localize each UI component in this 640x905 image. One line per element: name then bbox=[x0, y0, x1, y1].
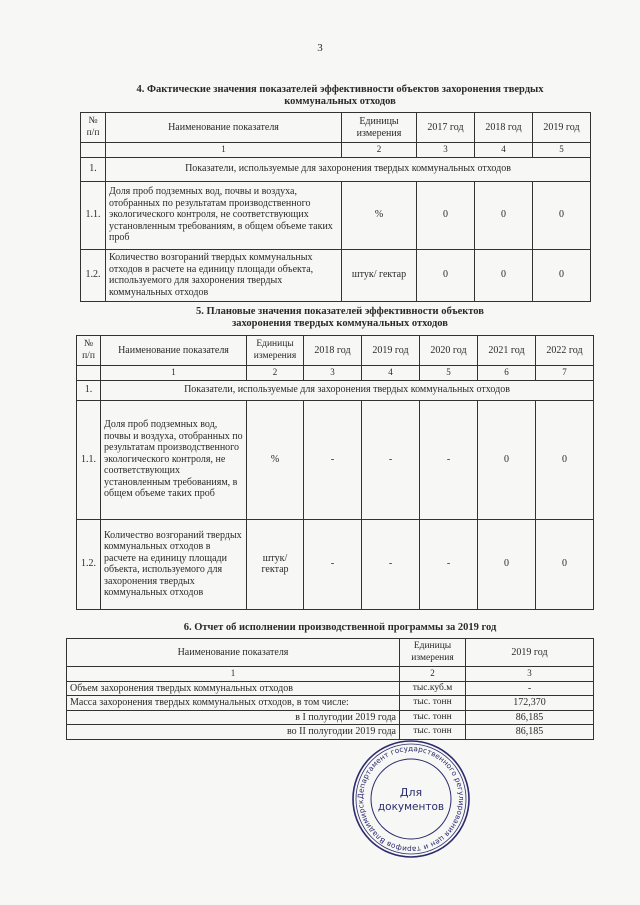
col-unit-header: Единицы измерения bbox=[342, 113, 417, 143]
col-number: 6 bbox=[478, 366, 536, 381]
col-unit-header: Единицы измерения bbox=[400, 639, 466, 667]
col-unit-header: Единицы измерения bbox=[247, 336, 304, 366]
col-number: 1 bbox=[101, 366, 247, 381]
col-number: 1 bbox=[106, 143, 342, 158]
value-cell: 172,370 bbox=[466, 696, 594, 711]
col-number: 3 bbox=[417, 143, 475, 158]
table-row bbox=[67, 696, 594, 711]
value-cell: 0 bbox=[417, 181, 475, 249]
unit-cell: % bbox=[247, 400, 304, 519]
value-cell: 86,185 bbox=[466, 710, 594, 725]
section6-colnum-row bbox=[67, 667, 594, 682]
row-number: 1.1. bbox=[81, 181, 106, 249]
value-cell: 0 bbox=[536, 400, 594, 519]
col-number: 4 bbox=[475, 143, 533, 158]
value-cell: 86,185 bbox=[466, 725, 594, 740]
stamp-seal-icon bbox=[350, 738, 472, 860]
value-cell: - bbox=[420, 400, 478, 519]
section4-group-row bbox=[81, 157, 591, 181]
col-year-header: 2019 год bbox=[466, 639, 594, 667]
unit-cell: % bbox=[342, 181, 417, 249]
group-number: 1. bbox=[77, 380, 101, 400]
section4-title bbox=[70, 84, 610, 108]
page-number: 3 bbox=[317, 42, 323, 54]
value-cell: - bbox=[420, 519, 478, 609]
section5-group-row bbox=[77, 380, 594, 400]
unit-cell: штук/ гектар bbox=[247, 519, 304, 609]
stamp-center-line2: документов bbox=[377, 801, 445, 813]
col-name-header: Наименование показателя bbox=[67, 639, 400, 667]
section4-colnum-row bbox=[81, 143, 591, 158]
col-num-header: № п/п bbox=[77, 336, 101, 366]
unit-cell: тыс. тонн bbox=[400, 696, 466, 711]
col-name-header: Наименование показателя bbox=[101, 336, 247, 366]
section5-title bbox=[70, 306, 610, 330]
section5-title-line2: захоронения твердых коммунальных отходов bbox=[232, 318, 448, 329]
value-cell: - bbox=[304, 400, 362, 519]
row-number: 1.2. bbox=[81, 249, 106, 301]
table-row bbox=[77, 400, 594, 519]
row-number: 1.1. bbox=[77, 400, 101, 519]
table-row bbox=[81, 249, 591, 301]
section4-header-row bbox=[81, 113, 591, 143]
col-number: 5 bbox=[420, 366, 478, 381]
table-row bbox=[81, 181, 591, 249]
col-year-header: 2021 год bbox=[478, 336, 536, 366]
section4-title-line1: 4. Фактические значения показателей эффективности объектов захоронения твердых bbox=[136, 84, 544, 95]
table-row bbox=[67, 681, 594, 696]
section6-table bbox=[66, 638, 594, 740]
col-number: 3 bbox=[466, 667, 594, 682]
value-cell: 0 bbox=[475, 249, 533, 301]
unit-cell: штук/ гектар bbox=[342, 249, 417, 301]
report-indicator-name: Масса захоронения твердых коммунальных отходов, в том числе: bbox=[67, 696, 400, 711]
group-label: Показатели, используемые для захоронения твердых коммунальных отходов bbox=[101, 380, 594, 400]
section4-title-line2: коммунальных отходов bbox=[284, 96, 396, 107]
value-cell: 0 bbox=[417, 249, 475, 301]
col-number: 2 bbox=[400, 667, 466, 682]
group-number: 1. bbox=[81, 157, 106, 181]
col-year-header: 2017 год bbox=[417, 113, 475, 143]
col-year-header: 2019 год bbox=[362, 336, 420, 366]
section6-title: 6. Отчет об исполнении производственной программы за 2019 год bbox=[183, 622, 497, 633]
report-indicator-name: во II полугодии 2019 года bbox=[67, 725, 400, 740]
col-number: 5 bbox=[533, 143, 591, 158]
col-name-header: Наименование показателя bbox=[106, 113, 342, 143]
section5-table bbox=[76, 335, 594, 610]
section5-colnum-row bbox=[77, 366, 594, 381]
unit-cell: тыс. тонн bbox=[400, 725, 466, 740]
value-cell: 0 bbox=[478, 519, 536, 609]
value-cell: 0 bbox=[536, 519, 594, 609]
group-label: Показатели, используемые для захоронения твердых коммунальных отходов bbox=[106, 157, 591, 181]
table-row bbox=[77, 519, 594, 609]
value-cell: 0 bbox=[533, 181, 591, 249]
value-cell: 0 bbox=[533, 249, 591, 301]
value-cell: - bbox=[304, 519, 362, 609]
value-cell: - bbox=[466, 681, 594, 696]
report-indicator-name: Объем захоронения твердых коммунальных отходов bbox=[67, 681, 400, 696]
col-number: 4 bbox=[362, 366, 420, 381]
row-number: 1.2. bbox=[77, 519, 101, 609]
col-year-header: 2018 год bbox=[475, 113, 533, 143]
section5-title-line1: 5. Плановые значения показателей эффективности объектов bbox=[196, 306, 484, 317]
unit-cell: тыс. тонн bbox=[400, 710, 466, 725]
indicator-name: Доля проб подземных вод, почвы и воздуха, отобранных по результатам производственного экологического контроля, не соответствующих установленным требованиям, в общем объеме таких проб bbox=[101, 400, 247, 519]
value-cell: - bbox=[362, 519, 420, 609]
official-stamp bbox=[350, 738, 472, 860]
value-cell: 0 bbox=[475, 181, 533, 249]
section5-header-row bbox=[77, 336, 594, 366]
col-number: 1 bbox=[67, 667, 400, 682]
col-number: 2 bbox=[247, 366, 304, 381]
value-cell: - bbox=[362, 400, 420, 519]
stamp-ring-text: Департамент государственного регулирования цен и тарифов Владимирск bbox=[355, 743, 467, 855]
col-year-header: 2018 год bbox=[304, 336, 362, 366]
col-num-header: № п/п bbox=[81, 113, 106, 143]
report-indicator-name: в I полугодии 2019 года bbox=[67, 710, 400, 725]
col-number: 7 bbox=[536, 366, 594, 381]
col-number: 2 bbox=[342, 143, 417, 158]
col-year-header: 2022 год bbox=[536, 336, 594, 366]
col-year-header: 2020 год bbox=[420, 336, 478, 366]
unit-cell: тыс.куб.м bbox=[400, 681, 466, 696]
section4-table bbox=[80, 112, 591, 302]
indicator-name: Количество возгораний твердых коммунальных отходов в расчете на единицу площади объекта, используемого для захоронения твердых коммунальных отходов bbox=[106, 249, 342, 301]
col-year-header: 2019 год bbox=[533, 113, 591, 143]
table-row bbox=[67, 725, 594, 740]
table-row bbox=[67, 710, 594, 725]
col-number: 3 bbox=[304, 366, 362, 381]
indicator-name: Доля проб подземных вод, почвы и воздуха, отобранных по результатам производственного экологического контроля, не соответствующих установленным требованиям, в общем объеме таких проб bbox=[106, 181, 342, 249]
indicator-name: Количество возгораний твердых коммунальных отходов в расчете на единицу площади объекта, используемого для захоронения твердых коммунальных отходов bbox=[101, 519, 247, 609]
value-cell: 0 bbox=[478, 400, 536, 519]
stamp-center-line1: Для bbox=[399, 786, 423, 799]
section6-header-row bbox=[67, 639, 594, 667]
